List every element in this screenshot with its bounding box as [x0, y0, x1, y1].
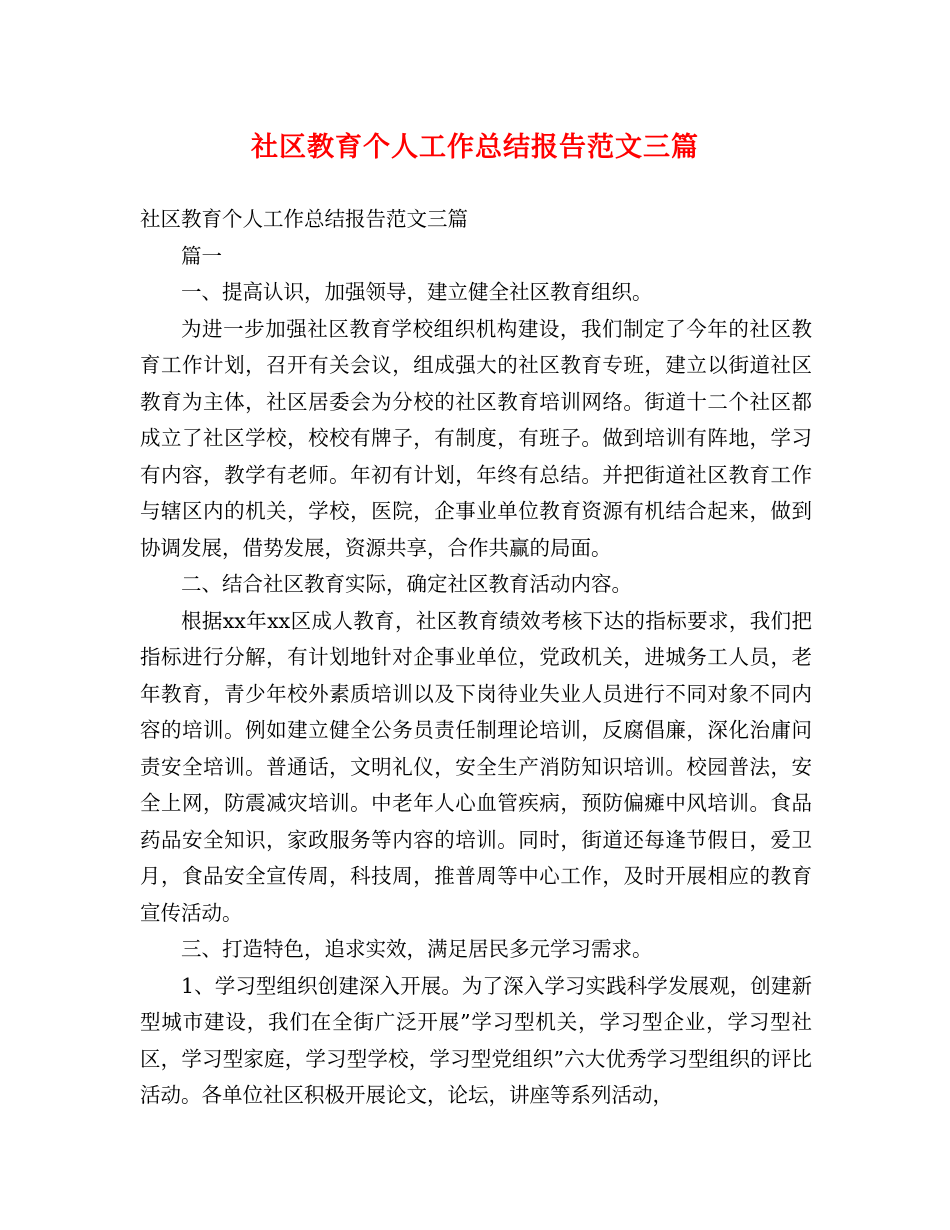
paragraph: 根据xx年xx区成人教育，社区教育绩效考核下达的指标要求，我们把指标进行分解，有计划地针对企事业单位，党政机关，进城务工人员，老年教育，青少年校外素质培训以及下岗待业失业人员进行不同对象不同内容的培训。例如建立健全公务员责任制理论培训，反腐倡廉，深化治庸问责安全培训。普通话，文明礼仪，安全生产消防知识培训。校园普法，安全上网，防震减灾培训。中老年人心血管疾病，预防偏瘫中风培训。食品药品安全知识，家政服务等内容的培训。同时，街道还每逢节假日，爱卫月，食品安全宣传周，科技周，推普周等中心工作，及时开展相应的教育宣传活动。: [140, 608, 812, 925]
paragraph: 为进一步加强社区教育学校组织机构建设，我们制定了今年的社区教育工作计划，召开有关会议，组成强大的社区教育专班，建立以街道社区教育为主体，社区居委会为分校的社区教育培训网络。街道十二个社区都成立了社区学校，校校有牌子，有制度，有班子。做到培训有阵地，学习有内容，教学有老师。年初有计划，年终有总结。并把街道社区教育工作与辖区内的机关，学校，医院，企事业单位教育资源有机结合起来，做到协调发展，借势发展，资源共享，合作共赢的局面。: [140, 316, 812, 560]
heading-two: 二、结合社区教育实际，确定社区教育活动内容。: [181, 572, 632, 596]
document-title: 社区教育个人工作总结报告范文三篇: [251, 132, 699, 163]
section-label: 篇一: [181, 243, 222, 268]
heading-one: 一、提高认识，加强领导，建立健全社区教育组织。: [181, 280, 653, 304]
paragraph: 1、学习型组织创建深入开展。为了深入学习实践科学发展观，创建新型城市建设，我们在全街广泛开展”学习型机关，学习型企业，学习型社区，学习型家庭，学习型学校，学习型党组织”六大优秀学习型组织的评比活动。各单位社区积极开展论文，论坛，讲座等系列活动，: [140, 973, 812, 1107]
heading-three: 三、打造特色，追求实效，满足居民多元学习需求。: [181, 937, 653, 961]
document-body: [140, 201, 812, 1114]
document-subtitle: 社区教育个人工作总结报告范文三篇: [140, 207, 468, 231]
